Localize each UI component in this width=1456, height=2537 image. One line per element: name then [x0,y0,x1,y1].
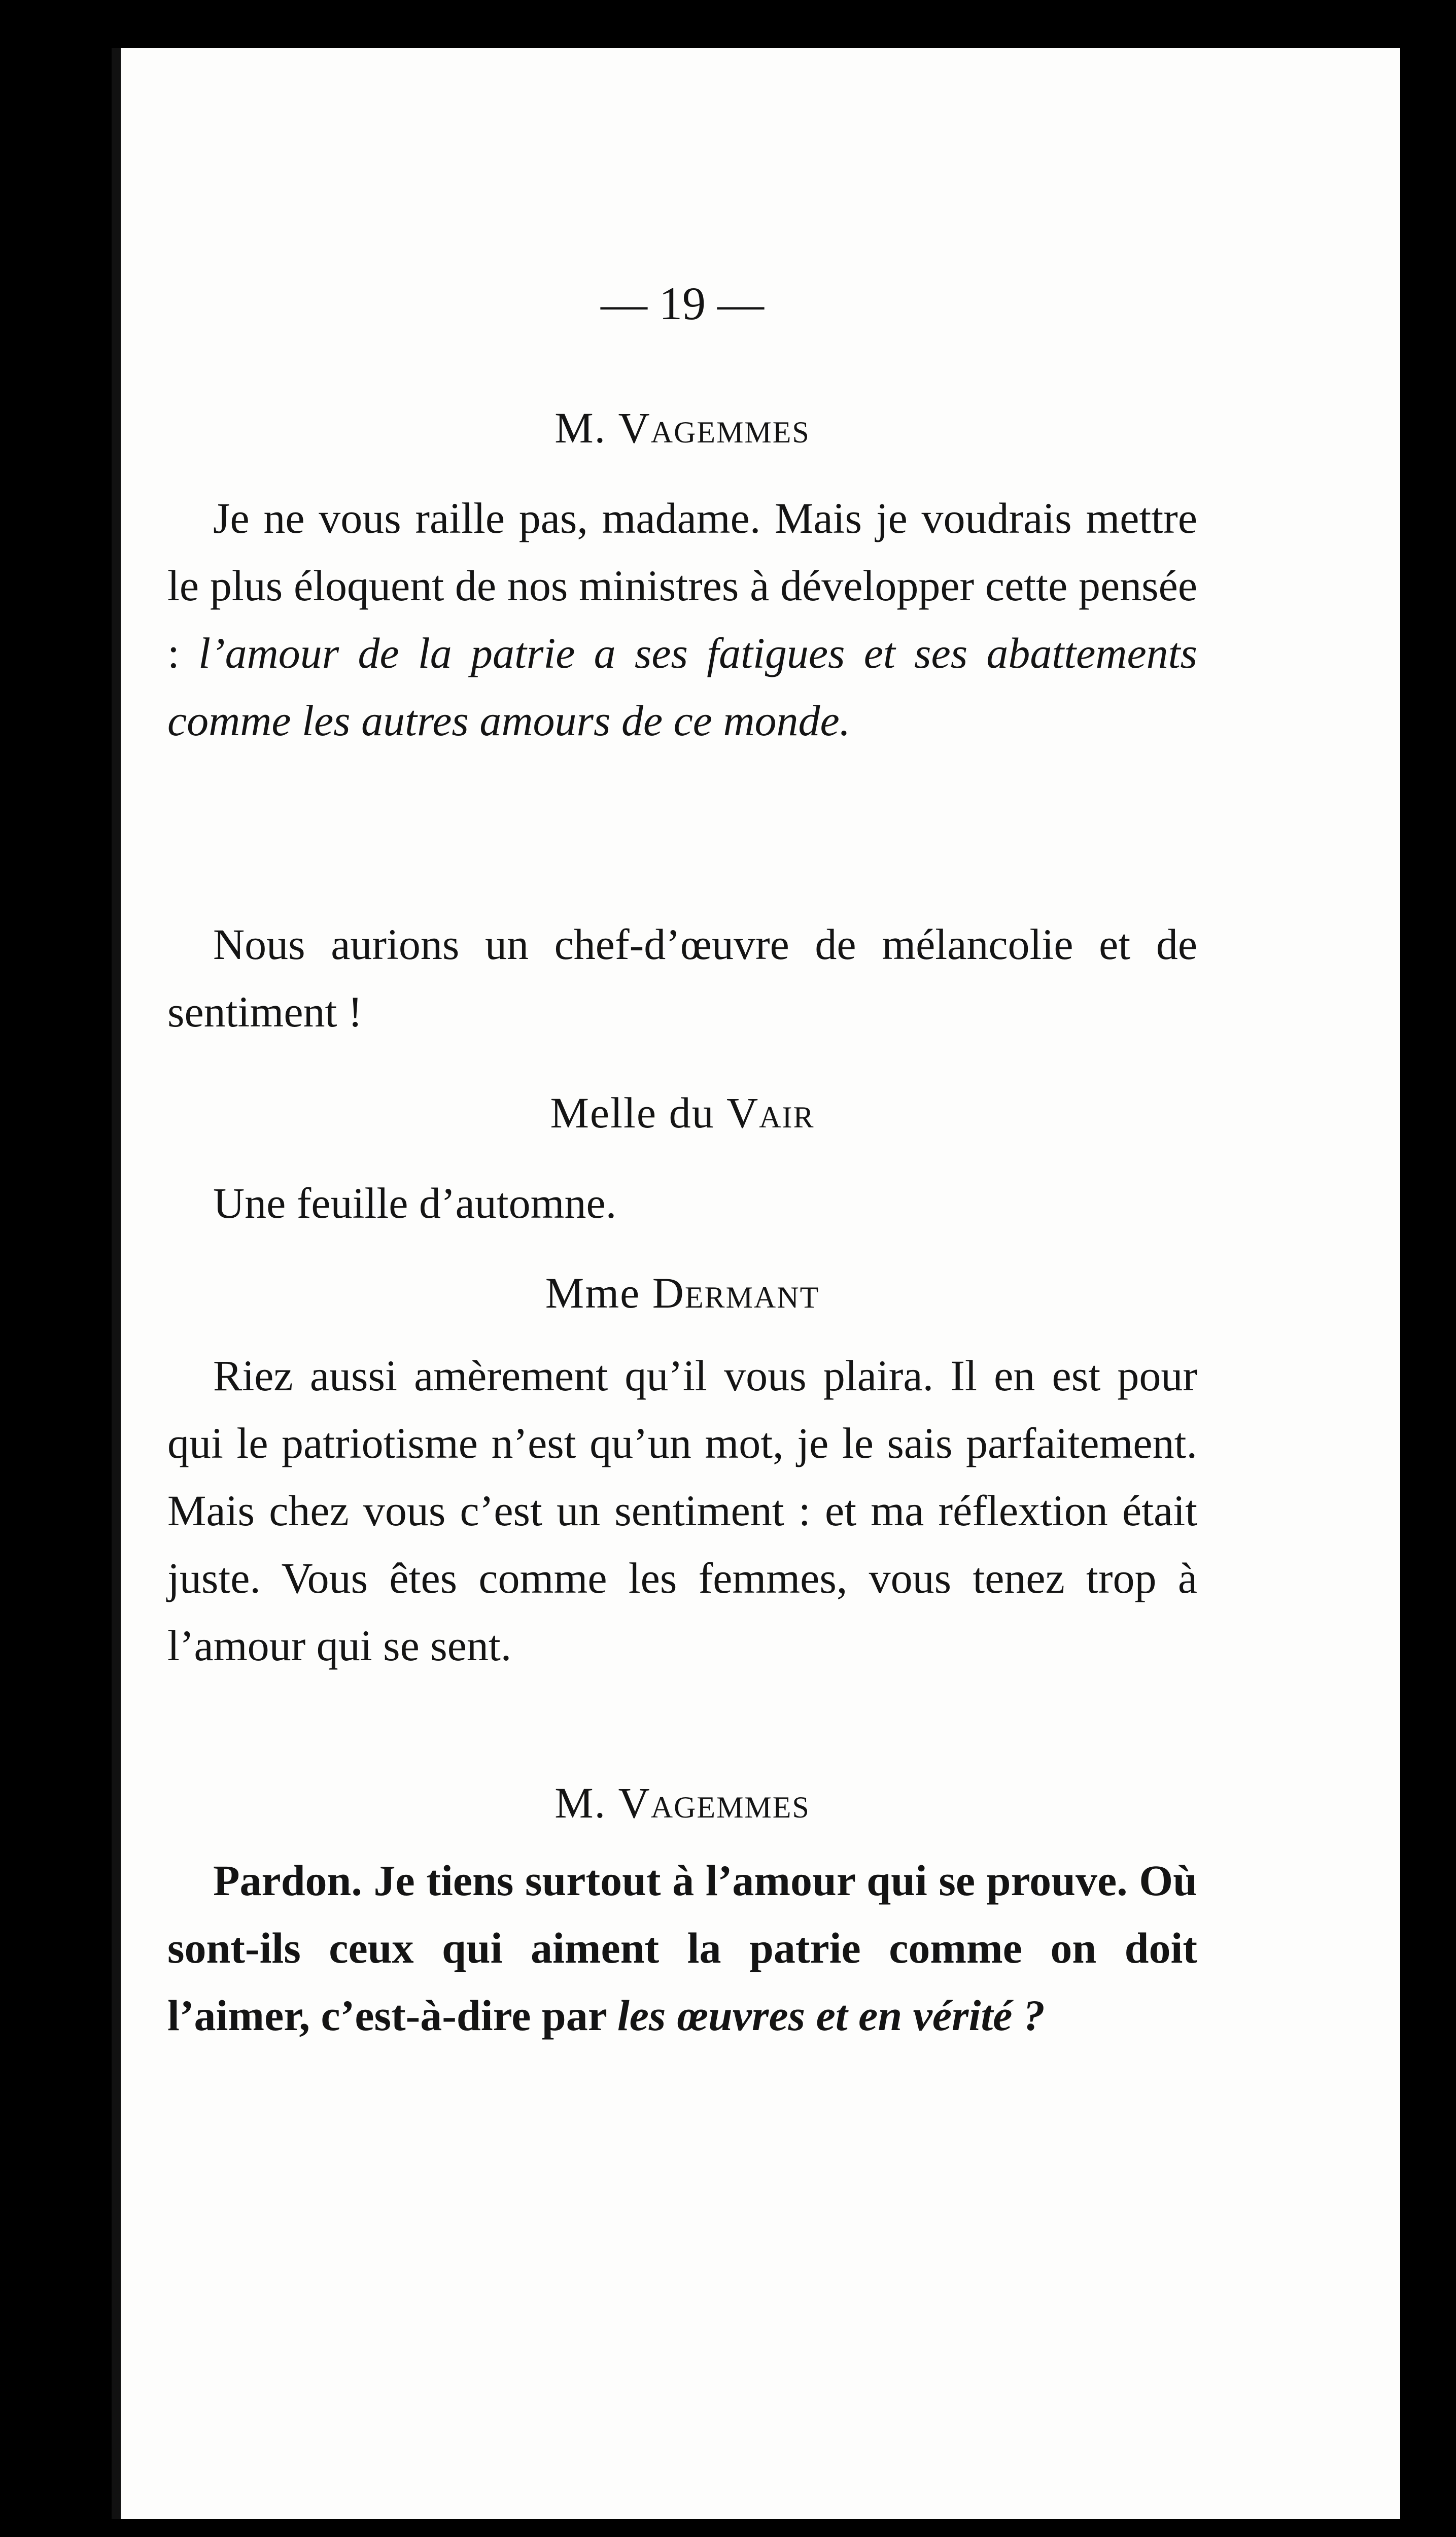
speaker-prefix: Melle du [550,1088,715,1137]
dialogue-paragraph [167,1170,1197,1237]
dialogue-text: Pardon. Je tiens surtout à l’amour qui se prouve. Où sont-ils ceux qui aiment la patrie comme on doit l’aimer, c’est-à-dire par [167,1856,1197,2040]
dialogue-italic-text: l’amour de la patrie a ses fatigues et ses abattements comme les autres amours de ce monde. [167,629,1197,745]
speaker-prefix: Mme [545,1268,641,1317]
speaker-prefix: M. [554,403,607,452]
speaker-name: Dermant [652,1268,820,1317]
speaker-heading [167,1088,1197,1137]
dialogue-text: Nous aurions un chef-d’œuvre de mélancolie et de sentiment ! [167,920,1197,1036]
dialogue-italic-text: les œuvres et en vérité ? [617,1991,1045,2040]
speaker-heading [167,403,1197,452]
speaker-name: Vagemmes [618,403,810,452]
page-number: — 19 — [601,278,764,329]
speaker-name: Vagemmes [618,1778,810,1827]
dialogue-paragraph [167,911,1197,1046]
dialogue-paragraph [167,1847,1197,2049]
page-left-edge [112,48,121,2519]
dialogue-text: Je ne vous raille pas, madame. Mais je voudrais mettre le plus éloquent de nos ministres à développer cette pensée : [167,494,1197,677]
dialogue-text: Une feuille d’automne. [213,1179,617,1227]
dialogue-text: Riez aussi amèrement qu’il vous plaira. Il en est pour qui le patriotisme n’est qu’un mot, je le sais parfaitement. Mais chez vous c’est un sentiment : et ma réflextion était juste. Vous êtes comme les femmes, vous tenez trop à l’amour qui se sent. [167,1351,1197,1670]
dialogue-paragraph [167,1342,1197,1679]
speaker-heading [167,1778,1197,1827]
speaker-heading [167,1268,1197,1317]
speaker-name: Vair [726,1088,815,1137]
speaker-prefix: M. [554,1778,607,1827]
dialogue-paragraph [167,485,1197,755]
